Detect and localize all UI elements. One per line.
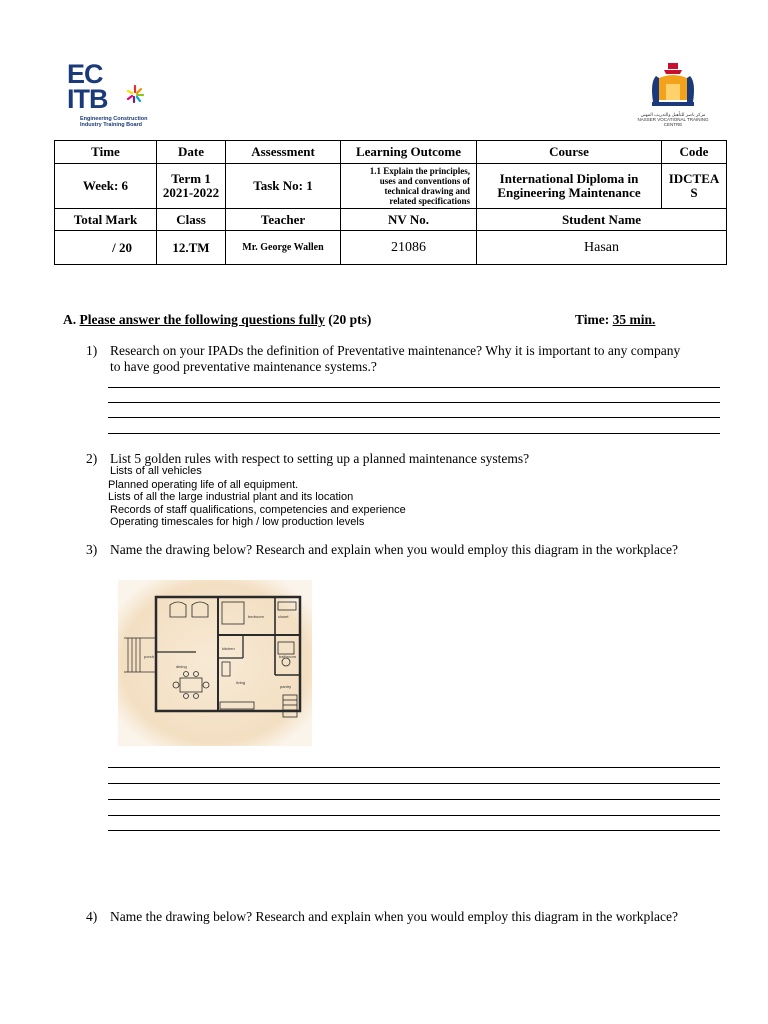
learning-outcome-value (341, 164, 477, 209)
nv-no-header: NV No. (341, 209, 477, 231)
plan-label-living: living (236, 680, 246, 685)
answer-line[interactable] (108, 402, 720, 403)
time-value-text: 35 min. (612, 312, 656, 327)
course-line-2: Engineering Maintenance (497, 185, 641, 200)
course-header: Course (477, 141, 662, 164)
section-time (575, 312, 655, 328)
question-text-line1: Name the drawing below? Research and explain when you would employ this diagram in the workplace? (110, 909, 678, 924)
floor-plan-drawing (118, 580, 312, 746)
teacher-value: Mr. George Wallen (226, 231, 341, 265)
ecitb-caption: Engineering Construction Industry Training Board (80, 116, 148, 128)
header-row-student-labels (55, 209, 727, 231)
code-line-1: IDCTEA (668, 171, 720, 186)
ecitb-logo-line2: ITB (67, 84, 108, 114)
question-number: 2) (86, 451, 98, 466)
lo-line-3: technical drawing and (384, 186, 470, 196)
assessment-header-table (54, 140, 727, 265)
time-value: Week: 6 (55, 164, 157, 209)
learning-outcome-header: Learning Outcome (341, 141, 477, 164)
plan-label-bathroom: bathroom (279, 654, 296, 659)
code-line-2: S (690, 185, 698, 200)
question-text-line1: List 5 golden rules with respect to setting up a planned maintenance systems? (110, 451, 530, 466)
course-line-1: International Diploma in (499, 171, 639, 186)
lo-line-1: 1.1 Explain the principles, (369, 166, 470, 176)
nvtc-emblem-icon (628, 60, 718, 112)
nvtc-caption (628, 112, 718, 127)
lo-line-2: uses and conventions of (379, 176, 470, 186)
question-text-line1: Research on your IPADs the definition of Preventative maintenance? Why it is important to any company (110, 343, 681, 358)
total-mark-header: Total Mark (55, 209, 157, 231)
ecitb-star-icon (125, 84, 145, 104)
date-term: Term 1 (171, 171, 211, 186)
answer-item[interactable]: Operating timescales for high / low production levels (110, 516, 365, 528)
date-year: 2021-2022 (162, 185, 220, 200)
teacher-header: Teacher (226, 209, 341, 231)
answer-item[interactable]: Lists of all the large industrial plant and its location (108, 491, 354, 503)
question-number: 4) (86, 909, 98, 924)
ecitb-logo-line1: EC (67, 59, 103, 89)
question-text-line2: to have good preventative maintenance systems.? (110, 359, 377, 374)
nv-no-value: 21086 (341, 231, 477, 265)
ecitb-logo (67, 59, 167, 134)
answer-line[interactable] (108, 767, 720, 768)
section-points: (20 pts) (328, 312, 372, 327)
assessment-header: Assessment (226, 141, 341, 164)
lo-line-4: related specifications (389, 196, 470, 206)
nvtc-logo (628, 60, 718, 132)
class-value: 12.TM (157, 231, 226, 265)
question-number: 1) (86, 343, 98, 358)
answer-line[interactable] (108, 830, 720, 831)
header-row-values (55, 164, 727, 209)
plan-label-bedroom: bedroom (248, 614, 264, 619)
plan-label-closet: closet (278, 614, 289, 619)
header-row-student-values (55, 231, 727, 265)
nvtc-caption-en: NASSER VOCATIONAL TRAINING CENTRE (637, 117, 709, 127)
answer-item[interactable]: Planned operating life of all equipment. (108, 479, 299, 491)
total-mark-value: / 20 (55, 231, 157, 265)
plan-label-dining: dining (176, 664, 187, 669)
section-title: Please answer the following questions fully (79, 312, 325, 327)
date-header: Date (157, 141, 226, 164)
plan-label-kitchen: kitchen (222, 646, 235, 651)
plan-label-pantry: pantry (280, 684, 292, 689)
class-header: Class (157, 209, 226, 231)
assessment-value: Task No: 1 (226, 164, 341, 209)
section-heading (63, 312, 371, 328)
date-value (157, 164, 226, 209)
answer-line[interactable] (108, 783, 720, 784)
answer-line[interactable] (108, 417, 720, 418)
code-value (662, 164, 727, 209)
student-name-value: Hasan (477, 231, 727, 265)
answer-line[interactable] (108, 387, 720, 388)
answer-item[interactable]: Records of staff qualifications, competencies and experience (110, 504, 406, 516)
answer-line[interactable] (108, 433, 720, 434)
student-name-header: Student Name (477, 209, 727, 231)
nvtc-caption-ar: مركز ناصر للتأهيل والتدريب المهني (640, 112, 706, 117)
header-row-labels (55, 141, 727, 164)
answer-item[interactable]: Lists of all vehicles (110, 465, 202, 477)
code-header: Code (662, 141, 727, 164)
question-number: 3) (86, 542, 98, 557)
time-label: Time: (575, 312, 610, 327)
answer-line[interactable] (108, 799, 720, 800)
plan-label-porch: porch (144, 654, 155, 659)
section-letter: A. (63, 312, 77, 327)
answer-line[interactable] (108, 815, 720, 816)
time-header: Time (55, 141, 157, 164)
course-value (477, 164, 662, 209)
question-text-line1: Name the drawing below? Research and explain when you would employ this diagram in the workplace? (110, 542, 678, 557)
